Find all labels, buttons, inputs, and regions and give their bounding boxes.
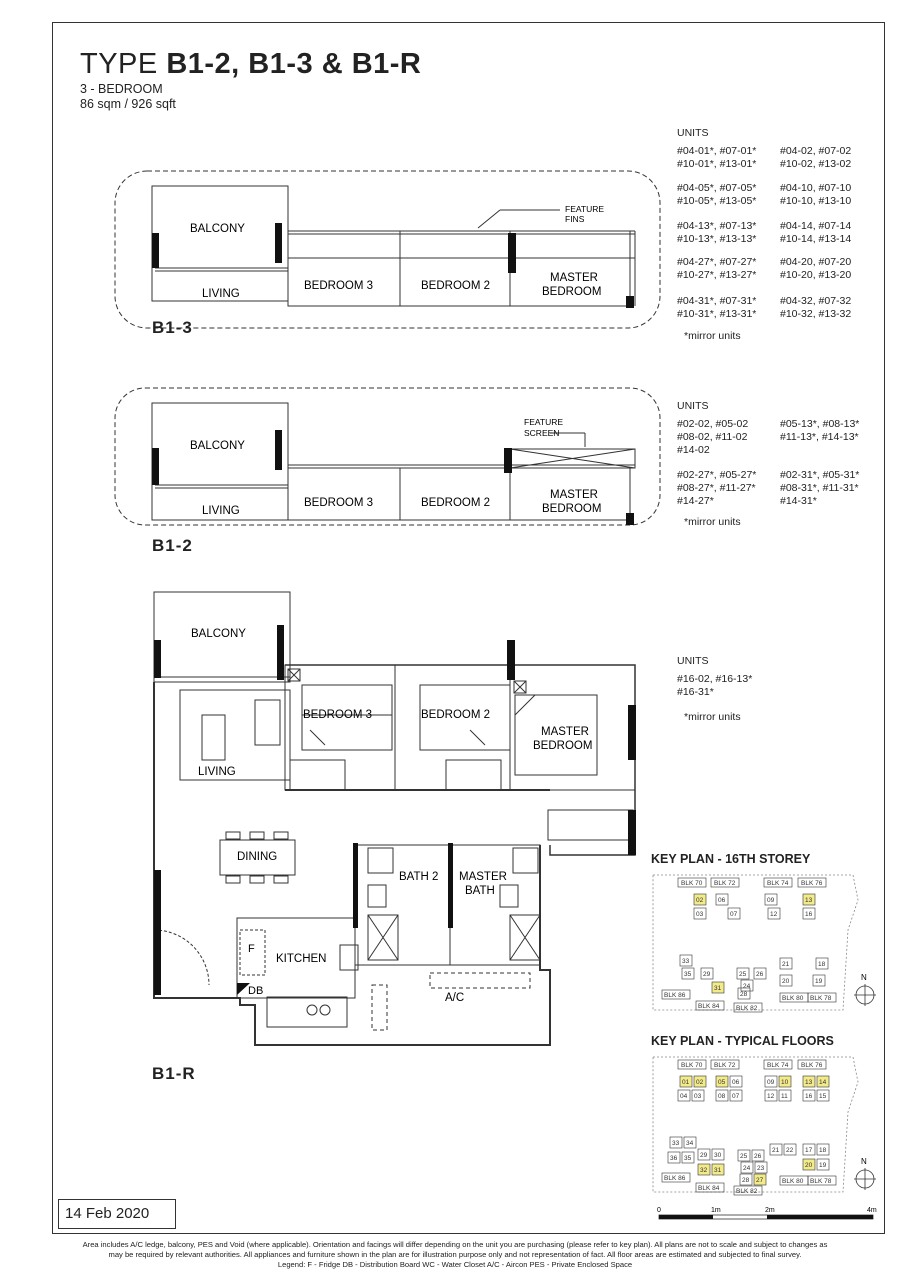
north-label: N [861, 973, 867, 982]
unit-entry: #10-13*, #13-13* [677, 233, 757, 245]
unit-marker: 26 [756, 971, 764, 978]
unit-marker: 04 [680, 1093, 688, 1100]
unit-marker: 20 [805, 1162, 813, 1169]
b1-3-floorplan [110, 168, 665, 333]
b1-2-bedroom2-label: BEDROOM 2 [421, 497, 491, 509]
unit-marker: 01 [682, 1079, 690, 1086]
block-label: BLK 76 [801, 1062, 823, 1069]
b1-3-bedroom2-label: BEDROOM 2 [421, 280, 491, 292]
unit-marker: 24 [743, 983, 751, 990]
unit-marker: 07 [732, 1093, 740, 1100]
unit-marker: 31 [714, 1167, 722, 1174]
disclaimer-line-1: Area includes A/C ledge, balcony, PES and Void (where applicable). Orientation and facings will differ depending on the unit you are purchasing (please refer to key plan). All plans are not to scale and subject to changes as [82, 1240, 828, 1249]
b1-r-floorplan [140, 585, 645, 1050]
b1-2-mirror-note: *mirror units [684, 516, 741, 528]
b1-r-ac-label: A/C [445, 992, 465, 1004]
b1-2-units-heading: UNITS [677, 400, 709, 412]
unit-marker: 17 [805, 1147, 813, 1154]
north-arrow-icon [854, 1157, 876, 1190]
unit-marker: 21 [772, 1147, 780, 1154]
block-label: BLK 74 [767, 880, 789, 887]
b1-r-living-label: LIVING [198, 766, 236, 778]
unit-entry: #10-05*, #13-05* [677, 195, 757, 207]
scale-label: 0 [657, 1207, 661, 1214]
unit-entry: #04-10, #07-10 [780, 182, 852, 194]
block-label: BLK 86 [664, 992, 686, 999]
unit-entry: #11-13*, #14-13* [780, 431, 859, 443]
b1-3-units-heading: UNITS [677, 127, 709, 139]
bedroom-count: 3 - BEDROOM [80, 82, 163, 96]
unit-marker: 08 [718, 1093, 726, 1100]
unit-marker: 24 [743, 1165, 751, 1172]
scale-bar [655, 1203, 880, 1225]
unit-marker: 21 [782, 961, 790, 968]
block-label: BLK 78 [810, 1178, 832, 1185]
b1-r-fridge-label: F [248, 943, 255, 955]
unit-marker: 29 [700, 1152, 708, 1159]
north-arrow-icon [854, 973, 876, 1006]
b1-r-units-heading: UNITS [677, 655, 709, 667]
unit-entry: #14-31* [780, 495, 817, 507]
disclaimer-footer [40, 1240, 870, 1270]
unit-entry: #04-31*, #07-31* [677, 295, 757, 307]
unit-entry: #14-02 [677, 444, 710, 456]
unit-entry: #10-31*, #13-31* [677, 308, 757, 320]
unit-marker: 10 [781, 1079, 789, 1086]
b1-3-master-label-1: MASTER [550, 272, 598, 284]
block-label: BLK 80 [782, 995, 804, 1002]
unit-marker: 33 [672, 1140, 680, 1147]
unit-marker: 16 [805, 911, 813, 918]
unit-entry: #10-32, #13-32 [780, 308, 852, 320]
unit-entry: #14-27* [677, 495, 714, 507]
unit-marker: 15 [819, 1093, 827, 1100]
unit-marker: 06 [732, 1079, 740, 1086]
unit-marker: 35 [684, 1155, 692, 1162]
scale-label: 2m [765, 1207, 775, 1214]
b1-r-mirror-note: *mirror units [684, 711, 741, 723]
b1-r-bath2-label: BATH 2 [399, 871, 439, 883]
unit-marker: 19 [819, 1162, 827, 1169]
unit-marker: 20 [782, 978, 790, 985]
b1-2-feature-label-2: SCREEN [524, 428, 560, 438]
b1-2-master-label-2: BEDROOM [542, 503, 602, 515]
b1-3-bedroom3 [288, 231, 400, 306]
unit-entry: #04-27*, #07-27* [677, 256, 757, 268]
unit-marker: 05 [718, 1079, 726, 1086]
unit-entry: #04-20, #07-20 [780, 256, 852, 268]
unit-marker: 19 [815, 978, 823, 985]
b1-2-bedroom3-label: BEDROOM 3 [304, 497, 374, 509]
unit-marker: 16 [805, 1093, 813, 1100]
block-label: BLK 70 [681, 880, 703, 887]
unit-entry: #10-14, #13-14 [780, 233, 852, 245]
unit-entry: #04-01*, #07-01* [677, 145, 757, 157]
block-label: BLK 82 [736, 1188, 758, 1195]
unit-marker: 02 [696, 1079, 704, 1086]
b1-3-outline [115, 171, 660, 328]
unit-marker: 30 [714, 1152, 722, 1159]
keyplan-16th-title: KEY PLAN - 16TH STOREY [651, 852, 811, 866]
unit-marker: 12 [767, 1093, 775, 1100]
b1-2-living-label: LIVING [202, 505, 240, 517]
north-label: N [861, 1157, 867, 1166]
keyplan-typical-title: KEY PLAN - TYPICAL FLOORS [651, 1034, 834, 1048]
block-label: BLK 84 [698, 1185, 720, 1192]
b1-2-plan-label: B1-2 [152, 536, 193, 555]
unit-entry: #02-02, #05-02 [677, 418, 749, 430]
unit-area: 86 sqm / 926 sqft [80, 97, 176, 111]
unit-entry: #08-31*, #11-31* [780, 482, 859, 494]
unit-marker: 18 [819, 1147, 827, 1154]
b1-r-bedroom2-label: BEDROOM 2 [421, 709, 491, 721]
unit-marker: 27 [756, 1177, 764, 1184]
block-label: BLK 86 [664, 1175, 686, 1182]
unit-marker: 25 [739, 971, 747, 978]
b1-3-balcony-label: BALCONY [190, 223, 245, 235]
unit-entry: #04-13*, #07-13* [677, 220, 757, 232]
b1-r-bedroom3-label: BEDROOM 3 [303, 709, 373, 721]
b1-r-balcony-label: BALCONY [191, 628, 246, 640]
b1-r-master-label-1: MASTER [541, 726, 589, 738]
unit-marker: 32 [700, 1167, 708, 1174]
disclaimer-line-2: may be required by relevant authorities. All appliances and furniture shown in the plan are for illustration purpose only and not representation of fact. All floor areas are estimated and subjected to final survey. [108, 1250, 802, 1259]
b1-r-master-bath-label-2: BATH [465, 885, 495, 897]
scale-label: 1m [711, 1207, 721, 1214]
unit-marker: 28 [742, 1177, 750, 1184]
b1-3-bedroom2 [400, 231, 510, 306]
unit-entry: #04-14, #07-14 [780, 220, 852, 232]
block-label: BLK 76 [801, 880, 823, 887]
block-label: BLK 72 [714, 880, 736, 887]
page-title: TYPE B1-2, B1-3 & B1-R [80, 48, 422, 80]
unit-entry: #16-02, #16-13* [677, 673, 753, 685]
block-label: BLK 74 [767, 1062, 789, 1069]
unit-marker: 09 [767, 897, 775, 904]
block-label: BLK 80 [782, 1178, 804, 1185]
unit-entry: #08-27*, #11-27* [677, 482, 756, 494]
block-label: BLK 84 [698, 1003, 720, 1010]
unit-marker: 03 [696, 911, 704, 918]
unit-marker: 35 [684, 971, 692, 978]
block-label: BLK 78 [810, 995, 832, 1002]
unit-marker: 29 [703, 971, 711, 978]
unit-marker: 03 [694, 1093, 702, 1100]
unit-marker: 18 [818, 961, 826, 968]
unit-entry: #02-31*, #05-31* [780, 469, 860, 481]
b1-r-db-label: DB [248, 985, 264, 997]
unit-entry: #04-05*, #07-05* [677, 182, 757, 194]
unit-entry: #10-01*, #13-01* [677, 158, 757, 170]
unit-entry: #10-27*, #13-27* [677, 269, 757, 281]
keyplan-16th-map [648, 870, 880, 1020]
b1-r-master-bath [450, 845, 540, 965]
unit-marker: 02 [696, 897, 704, 904]
block-label: BLK 82 [736, 1005, 758, 1012]
unit-marker: 09 [767, 1079, 775, 1086]
unit-marker: 25 [740, 1153, 748, 1160]
unit-marker: 23 [757, 1165, 765, 1172]
unit-marker: 07 [730, 911, 738, 918]
b1-3-master-label-2: BEDROOM [542, 286, 602, 298]
unit-marker: 06 [718, 897, 726, 904]
b1-2-floorplan [110, 385, 665, 545]
unit-entry: #10-20, #13-20 [780, 269, 852, 281]
b1-3-feature-label-1: FEATURE [565, 204, 605, 214]
unit-entry: #10-02, #13-02 [780, 158, 852, 170]
unit-marker: 28 [740, 991, 748, 998]
unit-entry: #02-27*, #05-27* [677, 469, 757, 481]
unit-entry: #04-32, #07-32 [780, 295, 852, 307]
block-label: BLK 72 [714, 1062, 736, 1069]
unit-marker: 12 [770, 911, 778, 918]
b1-3-bedroom3-label: BEDROOM 3 [304, 280, 374, 292]
b1-r-dining-label: DINING [237, 851, 278, 863]
document-date: 14 Feb 2020 [58, 1199, 176, 1229]
b1-r-bath2 [355, 845, 450, 965]
b1-2-balcony-label: BALCONY [190, 440, 245, 452]
legend-line: Legend: F - Fridge DB - Distribution Board WC - Water Closet A/C - Aircon PES - Private Enclosed Space [277, 1260, 633, 1269]
block-label: BLK 70 [681, 1062, 703, 1069]
unit-marker: 13 [805, 897, 813, 904]
b1-r-master-label-2: BEDROOM [533, 740, 593, 752]
unit-marker: 11 [781, 1093, 788, 1100]
b1-3-plan-label: B1-3 [152, 318, 193, 337]
b1-2-feature-label-1: FEATURE [524, 417, 564, 427]
unit-entry: #04-02, #07-02 [780, 145, 852, 157]
unit-marker: 22 [786, 1147, 794, 1154]
b1-3-mirror-note: *mirror units [684, 330, 741, 342]
b1-r-master-bath-label-1: MASTER [459, 871, 507, 883]
unit-marker: 26 [754, 1153, 762, 1160]
unit-marker: 33 [682, 958, 690, 965]
unit-entry: #10-10, #13-10 [780, 195, 852, 207]
unit-entry: #08-02, #11-02 [677, 431, 748, 443]
unit-entry: #16-31* [677, 686, 714, 698]
unit-marker: 31 [714, 985, 722, 992]
unit-marker: 36 [670, 1155, 678, 1162]
b1-3-balcony [152, 186, 288, 301]
keyplan-typical-map [648, 1052, 880, 1200]
b1-r-plan-label: B1-R [152, 1064, 196, 1083]
b1-3-feature-label-2: FINS [565, 214, 585, 224]
b1-2-master-label-1: MASTER [550, 489, 598, 501]
unit-marker: 34 [686, 1140, 694, 1147]
unit-entry: #05-13*, #08-13* [780, 418, 860, 430]
unit-marker: 13 [805, 1079, 813, 1086]
b1-r-bedroom2 [395, 665, 510, 790]
unit-marker: 14 [819, 1079, 827, 1086]
scale-label: 4m [867, 1207, 877, 1214]
b1-3-living-label: LIVING [202, 288, 240, 300]
b1-r-kitchen-label: KITCHEN [276, 953, 327, 965]
